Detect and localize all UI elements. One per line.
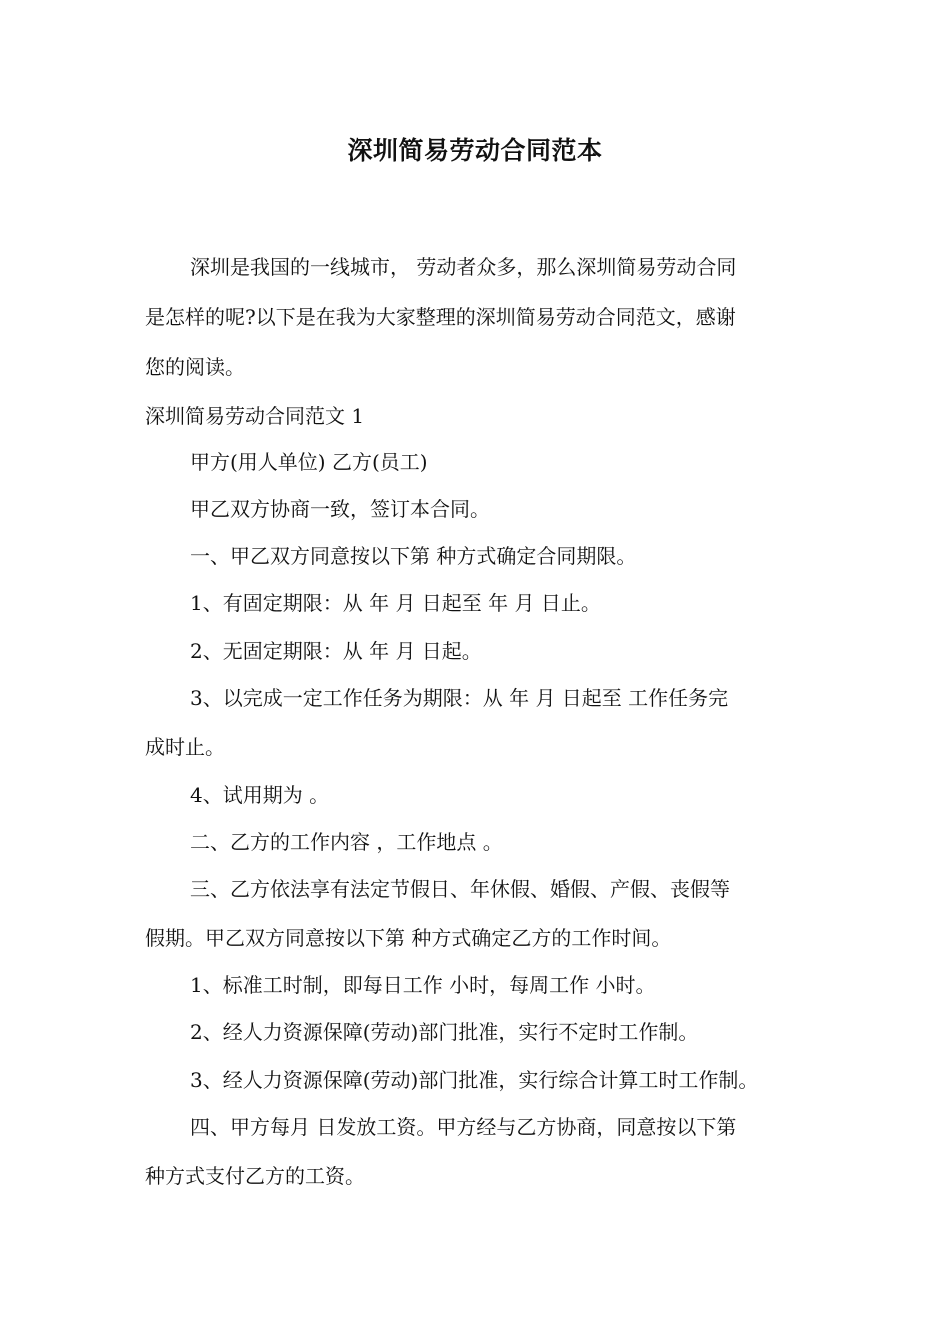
document-title: 深圳简易劳动合同范本 (347, 136, 603, 165)
paragraph-line: 2、经人力资源保障(劳动)部门批准，实行不定时工作制。 (190, 1020, 699, 1044)
section-heading: 深圳简易劳动合同范文 1 (145, 404, 365, 428)
paragraph-line: 深圳是我国的一线城市， 劳动者众多，那么深圳简易劳动合同 (190, 255, 737, 279)
paragraph-line: 甲乙双方协商一致，签订本合同。 (190, 497, 490, 521)
paragraph-line: 1、有固定期限：从 年 月 日起至 年 月 日止。 (190, 591, 601, 615)
paragraph-line: 您的阅读。 (145, 355, 245, 379)
paragraph-line: 甲方(用人单位) 乙方(员工) (190, 450, 428, 474)
paragraph-line: 假期。甲乙双方同意按以下第 种方式确定乙方的工作时间。 (145, 926, 672, 950)
paragraph-line: 3、经人力资源保障(劳动)部门批准，实行综合计算工时工作制。 (190, 1068, 759, 1092)
paragraph-line: 种方式支付乙方的工资。 (145, 1164, 365, 1188)
paragraph-line: 3、以完成一定工作任务为期限：从 年 月 日起至 工作任务完 (190, 686, 729, 710)
paragraph-line: 2、无固定期限：从 年 月 日起。 (190, 639, 482, 663)
paragraph-line: 三、乙方依法享有法定节假日、年休假、婚假、产假、丧假等 (190, 877, 730, 901)
paragraph-line: 是怎样的呢?以下是在我为大家整理的深圳简易劳动合同范文，感谢 (145, 305, 736, 329)
paragraph-line: 4、试用期为 。 (190, 783, 330, 807)
paragraph-line: 一、甲乙双方同意按以下第 种方式确定合同期限。 (190, 544, 637, 568)
paragraph-line: 成时止。 (145, 735, 225, 759)
paragraph-line: 1、标准工时制，即每日工作 小时，每周工作 小时。 (190, 973, 656, 997)
paragraph-line: 二、乙方的工作内容 ，工作地点 。 (190, 830, 503, 854)
paragraph-line: 四、甲方每月 日发放工资。甲方经与乙方协商，同意按以下第 (190, 1115, 737, 1139)
